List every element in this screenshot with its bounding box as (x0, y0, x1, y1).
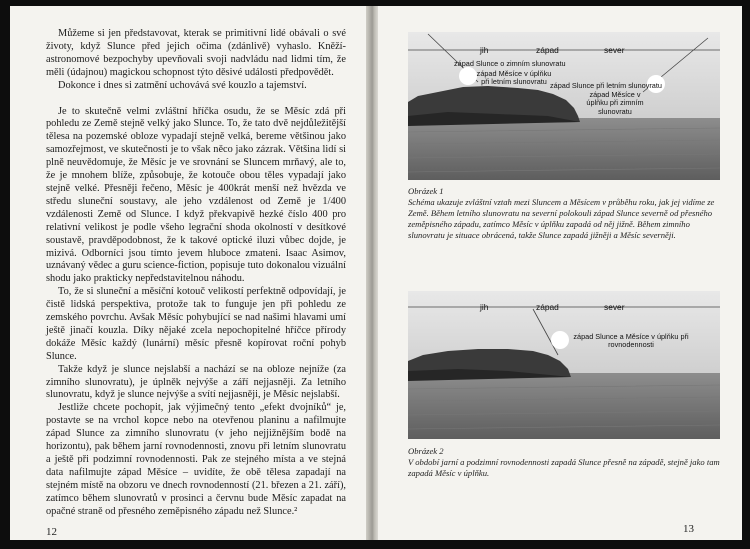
paragraph: To, že si sluneční a měsíční kotouč velikostí perfektně odpovídají, je čistě lidská perspektiva, protože tak to funguje jen při pohledu ze zemského povrchu. Avšak Měsíc pohybující se nad našimi hlavami umí ještě jinačí kouzla. Díky nějaké zcela nepochopitelné hříčce přírody dokáže Měsíc každý (lunární) měsíc přesně kopírovat roční pohyb Slunce. (46, 286, 346, 362)
seascape-illustration (408, 291, 720, 439)
label-summer-sunset: západ Slunce při letním slunovratu (550, 81, 662, 90)
label-equinox: západ Slunce a Měsíce v úplňku při rovnodennosti (573, 332, 689, 350)
label-west: západ (536, 45, 559, 55)
label-south: jih (480, 302, 489, 312)
label-south: jih (480, 45, 489, 55)
caption-title: Obrázek 2 (408, 446, 444, 456)
paragraph: Takže když je slunce nejslabší a nachází se na obloze nejníže (za zimního slunovratu), je úplněk nejvýše a září nejjasněji. Za letního slunovratu, když je slunce nejvýše a svítí nejjasněji, je Měsíc nejslabší. (46, 363, 346, 401)
paragraph: Jestliže chcete pochopit, jak výjimečný tento „efekt dvojníků“ je, postavte se na vrchol kopce nebo na otevřenou planinu a nafilmujte západ Slunce za zimního slunovratu (v jeho nejjižnějším bodě na horizontu), pak během jarní rovnodennosti, znovu při letním slunovratu a ještě při podzimní rovnodennosti. Pak ze stejného místa a ve stejná data nafilmujte západ Měsíce – uvidíte, že obě tělesa zapadají na stejném místě na obzoru ve dnech rovnodenností (21. březen a 21. září), zatímco během slunovratů v prosinci a červnu bude Měsíc zapadat na opačné straně od přesného zeměpisného západu než Slunce.² (46, 402, 346, 517)
right-page (378, 6, 742, 540)
label-west: západ (536, 302, 559, 312)
figure-2-photo (408, 291, 720, 439)
figure-1-caption (408, 186, 720, 241)
paragraph: Můžeme si jen představovat, kterak se primitivní lidé obávali o své životy, když Slunce před jejich očima (zdánlivě) vyhaslo. Kněží-astronomové bezpochyby upevňovali svoji nadvládu nad lidmi tím, že měli (údajnou) magickou schopnost týto děsivé události předpovědět. (46, 28, 346, 78)
paragraph: Dokonce i dnes si zatmění uchovává své kouzlo a tajemství. (58, 79, 307, 91)
caption-text: Schéma ukazuje zvláštní vztah mezi Sluncem a Měsícem v průběhu roku, jak jej vidíme ze Země. Během letního slunovratu na severní polokouli západ Slunce severně od přesného zeměpisného západu, zatímco Měsíc v úplňku zapadá od něj jižně. Během zimního slunovratu je situace obrácená, takže Slunce zapadá jižněji a Měsíc severněji. (408, 197, 715, 240)
sun-moon-disc (551, 331, 569, 349)
caption-title: Obrázek 1 (408, 186, 444, 196)
figure-1-photo (408, 32, 720, 180)
left-page-text (46, 28, 346, 519)
seascape-illustration (408, 32, 720, 180)
figure-2-caption (408, 446, 720, 479)
label-north: sever (604, 45, 625, 55)
label-north: sever (604, 302, 625, 312)
left-page (10, 6, 368, 540)
caption-text: V období jarní a podzimní rovnodennosti zapadá Slunce přesně na západě, stejně jako tam zapadá Měsíc v úplňku. (408, 457, 720, 478)
paragraph: Je to skutečně velmi zvláštní hříčka osudu, že se Měsíc zdá při pohledu ze Země stejně velký jako Slunce. To, že tato dvě nejdůležitější tělesa na pozemské obloze vypadají stejně velká, bereme většinou jako samozřejmost, ve skutečnosti je to však něco jako zázrak. Většina lidí si plně neuvědomuje, že Měsíc je ve srovnání se Sluncem mrňavý, ale to, že je mnohem blíže, způsobuje, že kotouče obou těles vypadají jako stejně velké. Přesněji řečeno, Měsíc je 400krát menší než hvězda ve středu sluneční soustavy, ale jeho vzdálenost od Země je 1/400 vzdálenosti Země od Slunce. I když překvapivě hezké číslo 400 pro relativní velikost je podle všeho legrační shoda okolností v desítkové soustavě, pravděpodobnost, že k takové optické iluzi vůbec dojde, je mizivá. Odborníci jsou tímto jevem hluboce zmateni. Isaac Asimov, uznávaný vědec a guru science-fiction, popisuje tuto dokonalou vizuální shodu jako prakticky nepředstavitelnou náhodu. (46, 105, 346, 285)
label-winter-sunset: západ Slunce o zimním slunovratu (454, 59, 566, 68)
page-number: 12 (46, 526, 57, 538)
page-number: 13 (683, 523, 694, 535)
label-moon-summer: západ Měsíce v úplňku při letním slunovratu (476, 69, 552, 87)
label-moon-winter: západ Měsíce v úplňku při zimním slunovratu (586, 90, 644, 116)
